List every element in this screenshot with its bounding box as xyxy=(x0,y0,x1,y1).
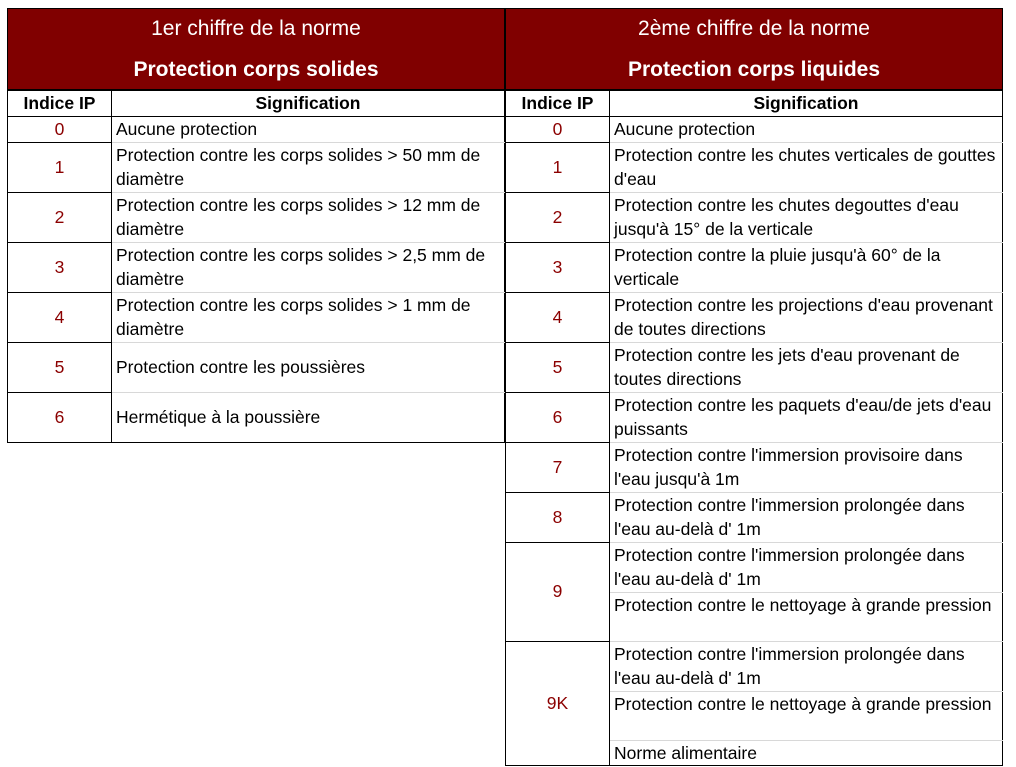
ip-index: 0 xyxy=(8,117,112,143)
solid-header-line2: Protection corps solides xyxy=(133,58,379,81)
ip-index: 9 xyxy=(506,542,610,641)
ip-meaning: Protection contre les poussières xyxy=(112,342,505,392)
ip-meaning: Protection contre les corps solides > 2,5 mm de diamètre xyxy=(112,242,505,292)
table-row xyxy=(506,192,1003,242)
solid-protection-panel xyxy=(7,8,505,443)
ip-meaning: Protection contre les chutes verticales de gouttes d'eau xyxy=(610,142,1003,192)
table-row xyxy=(8,242,505,292)
table-row xyxy=(8,292,505,342)
table-row xyxy=(8,342,505,392)
ip-meaning: Norme alimentaire xyxy=(610,740,1003,766)
ip-index: 2 xyxy=(8,192,112,242)
table-row xyxy=(506,641,1003,691)
ip-meaning: Protection contre les corps solides > 50 mm de diamètre xyxy=(112,142,505,192)
ip-meaning: Protection contre les chutes degouttes d'eau jusqu'à 15° de la verticale xyxy=(610,192,1003,242)
ip-index: 7 xyxy=(506,442,610,492)
ip-meaning: Protection contre l'immersion prolongée dans l'eau au-delà d' 1m xyxy=(610,641,1003,691)
table-row xyxy=(506,392,1003,442)
ip-index: 5 xyxy=(8,342,112,392)
solid-col-meaning-header: Signification xyxy=(112,91,505,117)
solid-header-line1: 1er chiffre de la norme xyxy=(151,17,361,40)
ip-meaning: Protection contre les corps solides > 1 mm de diamètre xyxy=(112,292,505,342)
ip-index: 4 xyxy=(506,292,610,342)
ip-meaning: Protection contre la pluie jusqu'à 60° de la verticale xyxy=(610,242,1003,292)
ip-index: 0 xyxy=(506,117,610,143)
liquid-protection-panel xyxy=(505,8,1003,766)
solid-header xyxy=(7,8,505,90)
ip-meaning: Aucune protection xyxy=(610,117,1003,143)
ip-meaning: Hermétique à la poussière xyxy=(112,392,505,442)
solid-table xyxy=(7,90,505,443)
ip-meaning: Aucune protection xyxy=(112,117,505,143)
ip-index: 6 xyxy=(506,392,610,442)
ip-meaning: Protection contre les jets d'eau provenant de toutes directions xyxy=(610,342,1003,392)
table-row xyxy=(506,117,1003,143)
ip-index: 6 xyxy=(8,392,112,442)
table-row xyxy=(506,542,1003,592)
ip-meaning: Protection contre l'immersion provisoire dans l'eau jusqu'à 1m xyxy=(610,442,1003,492)
liquid-header-line2: Protection corps liquides xyxy=(627,58,881,81)
table-row xyxy=(506,292,1003,342)
liquid-col-meaning-header: Signification xyxy=(610,91,1003,117)
ip-meaning: Protection contre les projections d'eau provenant de toutes directions xyxy=(610,292,1003,342)
ip-meaning: Protection contre le nettoyage à grande pression xyxy=(610,592,1003,641)
table-row xyxy=(506,342,1003,392)
ip-index: 3 xyxy=(8,242,112,292)
table-row xyxy=(8,117,505,143)
ip-meaning: Protection contre les corps solides > 12 mm de diamètre xyxy=(112,192,505,242)
ip-meaning: Protection contre l'immersion prolongée dans l'eau au-delà d' 1m xyxy=(610,492,1003,542)
liquid-table xyxy=(505,90,1003,766)
table-row xyxy=(8,392,505,442)
ip-meaning: Protection contre les paquets d'eau/de jets d'eau puissants xyxy=(610,392,1003,442)
table-row xyxy=(8,192,505,242)
ip-index: 4 xyxy=(8,292,112,342)
liquid-header xyxy=(505,8,1003,90)
ip-index: 5 xyxy=(506,342,610,392)
ip-index: 1 xyxy=(506,142,610,192)
table-row xyxy=(506,242,1003,292)
table-row xyxy=(8,142,505,192)
ip-index: 3 xyxy=(506,242,610,292)
ip-index: 2 xyxy=(506,192,610,242)
ip-meaning: Protection contre le nettoyage à grande pression xyxy=(610,691,1003,740)
ip-index: 9K xyxy=(506,641,610,766)
table-row xyxy=(506,442,1003,492)
liquid-header-line1: 2ème chiffre de la norme xyxy=(638,17,870,40)
solid-col-index-header: Indice IP xyxy=(8,91,112,117)
table-row xyxy=(506,492,1003,542)
ip-index: 1 xyxy=(8,142,112,192)
liquid-col-index-header: Indice IP xyxy=(506,91,610,117)
table-row xyxy=(506,142,1003,192)
ip-meaning: Protection contre l'immersion prolongée dans l'eau au-delà d' 1m xyxy=(610,542,1003,592)
ip-index: 8 xyxy=(506,492,610,542)
